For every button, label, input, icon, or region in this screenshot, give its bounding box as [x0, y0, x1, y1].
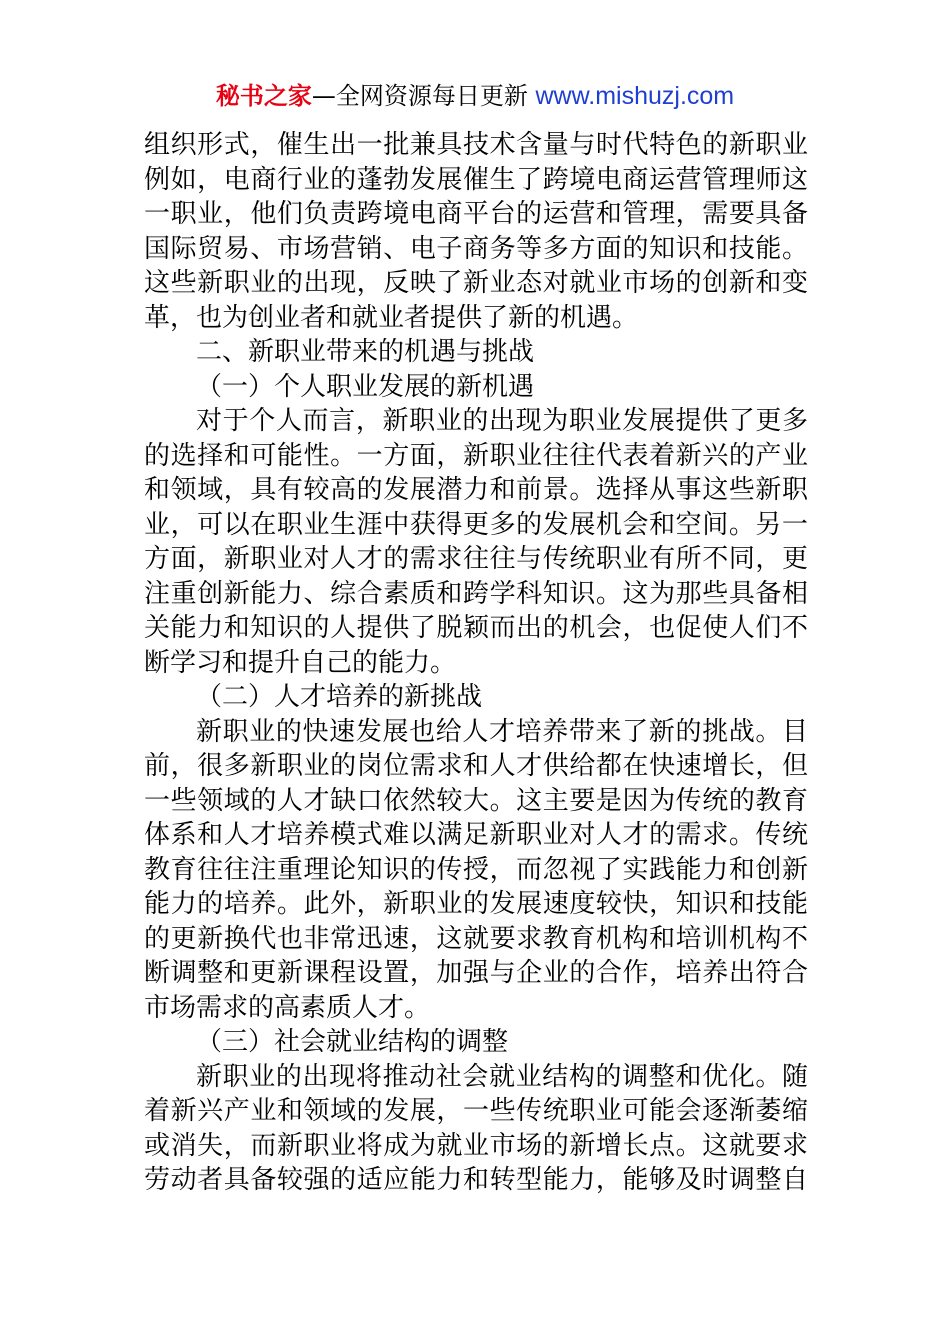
text-line: 革，也为创业者和就业者提供了新的机遇。: [144, 302, 639, 333]
text-line: 对于个人而言，新职业的出现为职业发展提供了更多: [196, 406, 808, 436]
text-line: 着新兴产业和领域的发展，一些传统职业可能会逐渐萎缩: [144, 1096, 808, 1126]
subsection-heading: （二）人才培养的新挑战: [196, 682, 483, 712]
text-line: 体系和人才培养模式难以满足新职业对人才的需求。传统: [144, 820, 808, 850]
subsection-heading: （一）个人职业发展的新机遇: [196, 371, 535, 402]
text-line: 能力的培养。此外，新职业的发展速度较快，知识和技能: [144, 889, 808, 919]
text-line: 方面，新职业对人才的需求往往与传统职业有所不同，更: [144, 544, 808, 574]
site-tagline: —全网资源每日更新: [311, 82, 536, 110]
text-line: 的更新换代也非常迅速，这就要求教育机构和培训机构不: [144, 923, 808, 954]
text-line: 断调整和更新课程设置，加强与企业的合作，培养出符合: [144, 958, 808, 988]
text-line: 教育往往注重理论知识的传授，而忽视了实践能力和创新: [144, 854, 808, 885]
text-line: 新职业的快速发展也给人才培养带来了新的挑战。目: [196, 716, 808, 747]
subsection-heading: （三）社会就业结构的调整: [196, 1027, 509, 1057]
section-heading: 二、新职业带来的机遇与挑战: [196, 337, 535, 367]
text-line: 新职业的出现将推动社会就业结构的调整和优化。随: [196, 1061, 808, 1092]
text-line: 业，可以在职业生涯中获得更多的发展机会和空间。另一: [144, 509, 808, 540]
text-line: 例如，电商行业的蓬勃发展催生了跨境电商运营管理师这: [144, 164, 808, 195]
site-url-link[interactable]: www.mishuzj.com: [535, 82, 735, 110]
text-line: 这些新职业的出现，反映了新业态对就业市场的创新和变: [144, 268, 808, 298]
document-body: [144, 128, 808, 1198]
text-line: 断学习和提升自己的能力。: [144, 647, 457, 678]
text-line: 国际贸易、市场营销、电子商务等多方面的知识和技能。: [144, 233, 808, 264]
text-line: 一些领域的人才缺口依然较大。这主要是因为传统的教育: [144, 785, 808, 816]
text-line: 市场需求的高素质人才。: [144, 992, 431, 1023]
site-header: [0, 80, 950, 112]
text-line: 和领域，具有较高的发展潜力和前景。选择从事这些新职: [144, 475, 808, 505]
text-line: 关能力和知识的人提供了脱颖而出的机会，也促使人们不: [144, 613, 808, 643]
text-line: 组织形式，催生出一批兼具技术含量与时代特色的新职业: [144, 130, 808, 160]
text-line: 劳动者具备较强的适应能力和转型能力，能够及时调整自: [144, 1165, 808, 1195]
text-line: 的选择和可能性。一方面，新职业往往代表着新兴的产业: [144, 440, 808, 471]
text-line: 一职业，他们负责跨境电商平台的运营和管理，需要具备: [144, 199, 808, 229]
text-line: 注重创新能力、综合素质和跨学科知识。这为那些具备相: [144, 578, 808, 609]
site-brand: 秘书之家: [215, 82, 312, 110]
text-line: 前，很多新职业的岗位需求和人才供给都在快速增长，但: [144, 751, 808, 781]
text-line: 或消失，而新职业将成为就业市场的新增长点。这就要求: [144, 1130, 808, 1161]
